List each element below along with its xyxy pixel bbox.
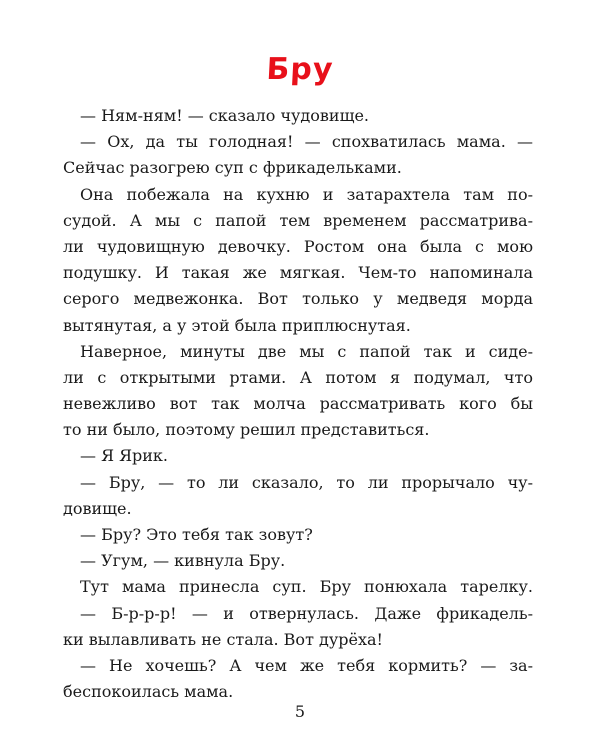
text-line: невежливо вот так молча рассматривать кого бы (63, 394, 533, 414)
text-line: довище. (63, 498, 132, 518)
body-text (63, 103, 533, 705)
text-line: — Не хочешь? А чем же тебя кормить? — за- (80, 655, 533, 675)
text-line: серого медвежонка. Вот только у медведя морда (63, 289, 533, 309)
text-line: — Бру? Это тебя так зовут? (80, 525, 313, 544)
page-number: 5 (294, 702, 306, 721)
text-line: Наверное, минуты две мы с папой так и сиде- (80, 341, 533, 361)
text-line: Она побежала на кухню и затарахтела там по- (80, 184, 533, 204)
text-line: — Ох, да ты голодная! — спохватилась мама. — (80, 132, 533, 152)
text-line: — Б-р-р-р! — и отвернулась. Даже фрикадель- (80, 603, 533, 623)
text-line: беспокоилась мама. (63, 682, 234, 702)
text-line: — Угум, — кивнула Бру. (80, 551, 286, 571)
text-line: — Бру, — то ли сказало, то ли прорычало чу- (80, 472, 533, 492)
text-line: подушку. И такая же мягкая. Чем-то напоминала (63, 263, 533, 283)
text-line: ли чудовищную девочку. Ростом она была с мою (63, 236, 533, 256)
text-line: — Ням-ням! — сказало чудовище. (80, 106, 370, 125)
text-line: судой. А мы с папой тем временем рассматрива- (63, 210, 533, 230)
text-line: вытянутая, а у этой была приплюснутая. (63, 315, 411, 335)
text-line: то ни было, поэтому решил представиться. (63, 420, 430, 440)
chapter-title: Бру (265, 52, 335, 87)
text-line: ки вылавливать не стала. Вот дурёха! (63, 629, 383, 649)
text-line: ли с открытыми ртами. А потом я подумал, что (63, 367, 533, 387)
text-line: Тут мама принесла суп. Бру понюхала тарелку. (80, 577, 533, 597)
text-line: Сейчас разогрею суп с фрикадельками. (63, 158, 402, 178)
text-line: — Я Ярик. (80, 446, 169, 466)
